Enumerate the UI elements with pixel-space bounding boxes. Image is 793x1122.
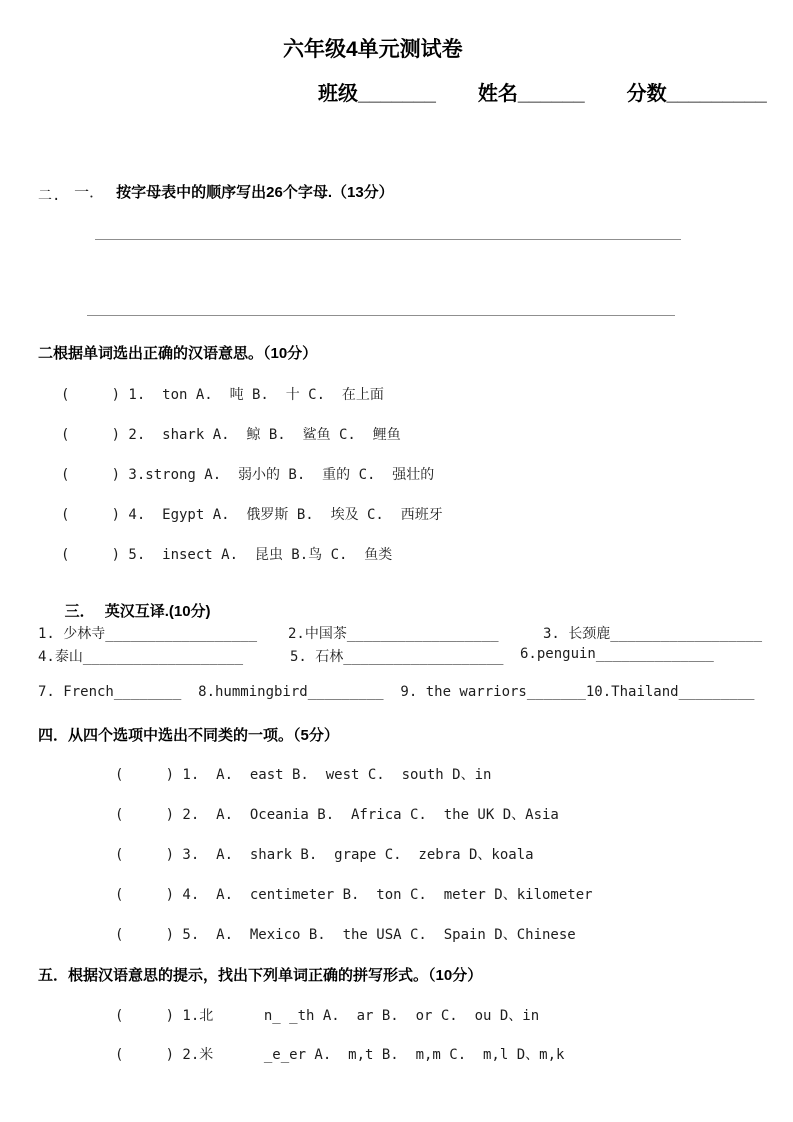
score-field: 分数_________ [626,83,767,105]
section1-heading [38,163,394,220]
exam-item-s2-4: ( ) 4. Egypt A. 俄罗斯 B. 埃及 C. 西班牙 [61,507,443,523]
name-field: 姓名______ [477,83,585,105]
answer-line-2 [87,315,675,316]
exam-item-s4-4: ( ) 4. A. centimeter B. ton C. meter D、kilometer [115,887,593,903]
exam-item-s2-1: ( ) 1. ton A. 吨 B. 十 C. 在上面 [61,387,384,403]
translate-item-6: 6.penguin______________ [520,646,714,662]
section1-number: 一． [74,183,105,201]
translate-items-7-10: 7. French________ 8.hummingbird_________ 9. the warriors_______10.Thailand_________ [38,684,755,700]
student-info-line [318,77,767,106]
exam-item-s4-3: ( ) 3. A. shark B. grape C. zebra D、koala [115,847,534,863]
page-title: 六年级4单元测试卷 [283,38,463,61]
section3-heading-text: 英汉互译.(10分) [104,603,211,620]
exam-item-s5-1: ( ) 1.北 n_ _th A. ar B. or C. ou D、in [115,1008,540,1024]
exam-item-s2-2: ( ) 2. shark A. 鲸 B. 鲨鱼 C. 鲤鱼 [61,427,401,443]
class-field: 班级_______ [318,83,436,105]
exam-item-s4-5: ( ) 5. A. Mexico B. the USA C. Spain D、Chinese [115,927,576,943]
translate-item-5: 5. 石林___________________ [290,649,504,665]
exam-item-s2-3: ( ) 3.strong A. 弱小的 B. 重的 C. 强壮的 [61,467,435,483]
exam-item-s4-2: ( ) 2. A. Oceania B. Africa C. the UK D、Asia [115,807,559,823]
section2-heading: 二根据单词选出正确的汉语意思。（10分） [38,345,318,362]
exam-item-s2-5: ( ) 5. insect A. 昆虫 B.鸟 C. 鱼类 [61,547,393,563]
answer-line-1 [95,239,681,240]
section1-subnumber: 二. [38,188,61,204]
translate-item-4: 4.泰山___________________ [38,649,244,665]
exam-item-s4-1: ( ) 1. A. east B. west C. south D、in [115,767,492,783]
section5-heading: 五．根据汉语意思的提示，找出下列单词正确的拼写形式。（10分） [38,967,483,984]
exam-item-s5-2: ( ) 2.米 _e_er A. m,t B. m,m C. m,l D、m,k [115,1047,565,1063]
section1-heading-text: 按字母表中的顺序写出26个字母.（13分） [116,184,394,201]
translate-item-3: 3. 长颈鹿__________________ [543,626,763,642]
section3-number: 三． [64,603,95,620]
section4-heading: 四．从四个选项中选出不同类的一项。（5分） [38,727,339,744]
translate-item-2: 2.中国茶__________________ [288,626,499,642]
translate-item-1: 1. 少林寺__________________ [38,626,258,642]
